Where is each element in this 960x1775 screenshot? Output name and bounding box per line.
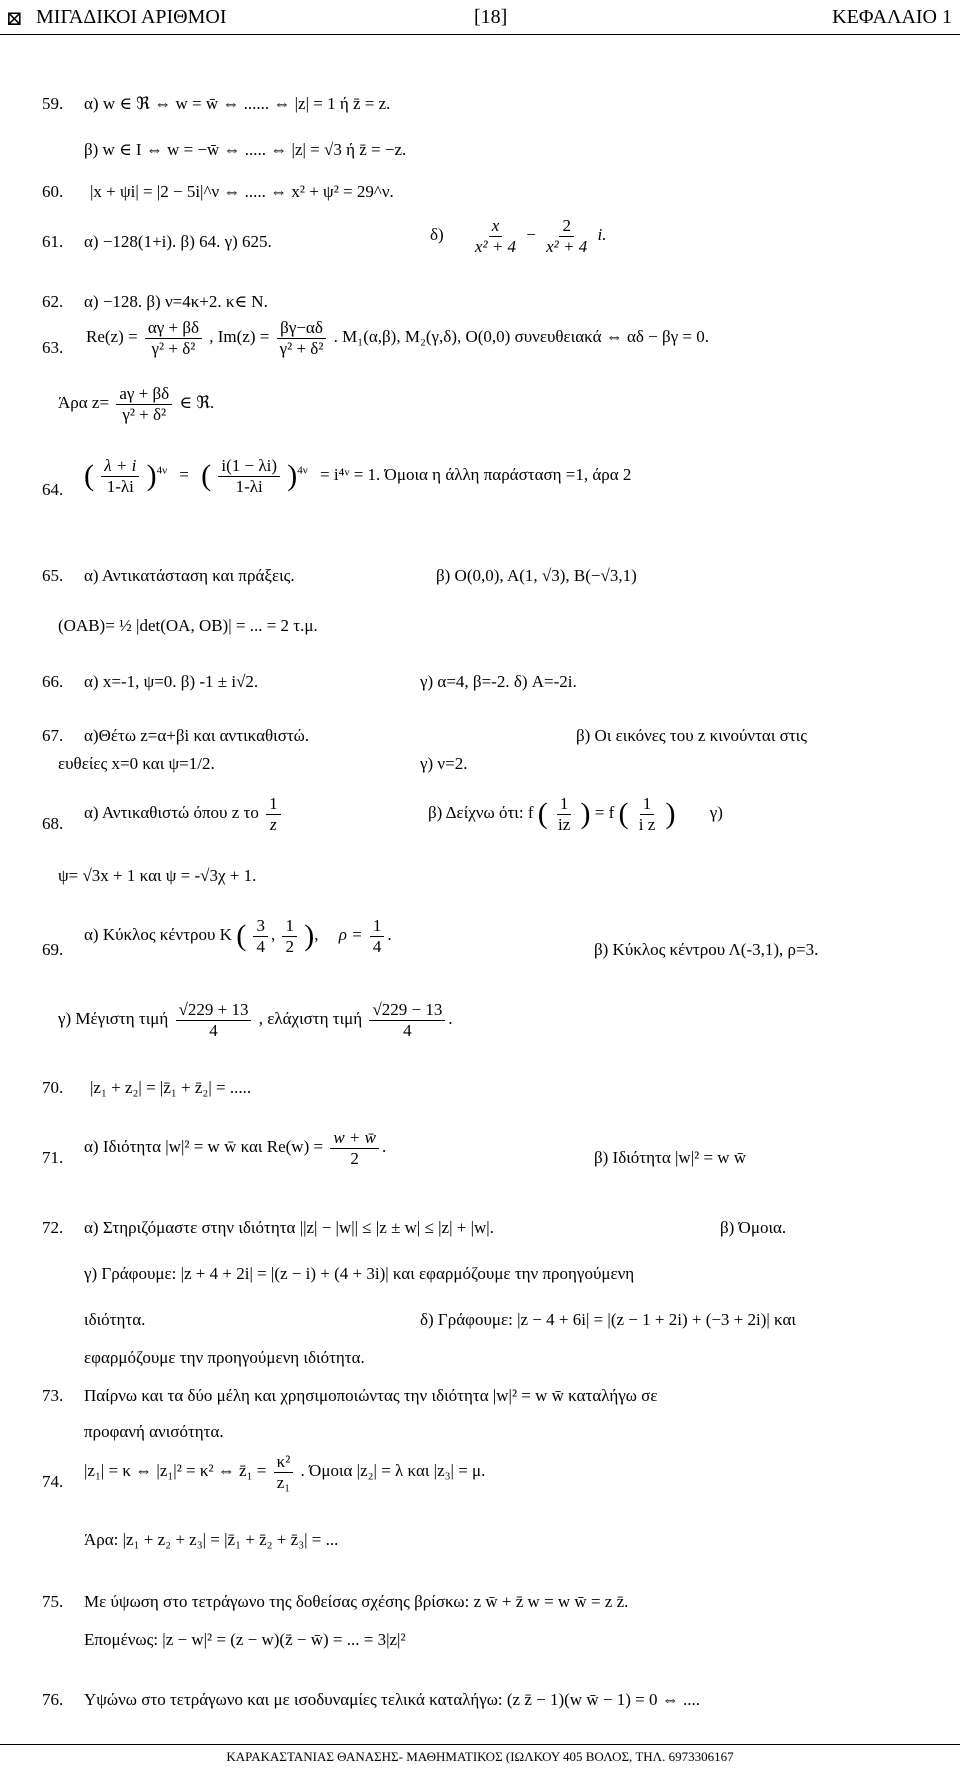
fraction: [330, 1128, 379, 1168]
fraction: [472, 216, 519, 256]
answer-66ab: α) x=-1, ψ=0. β) -1 ± i√2.: [84, 672, 259, 691]
denominator: x² + 4: [546, 236, 588, 256]
right-paren: ): [304, 919, 315, 953]
exponent: 4ν: [297, 464, 308, 477]
answer-65b: β) O(0,0), A(1, √3), B(−√3,1): [436, 566, 637, 585]
item-number-67: 67.: [42, 726, 64, 745]
answer-59a: α) w ∈ ℜ ⇔ w = w̄ ⇔ ...... ⇔ |z| = 1 ή z̄ = z.: [84, 94, 391, 113]
denominator: 1-λi: [235, 476, 263, 496]
answer-69c: γ) Μέγιστη τιμή $\frac{√229 + 13}{4}$ , ελάχιστη τιμή $\frac{√229 - 13}{4}$ .: [58, 1000, 453, 1040]
fraction: [370, 916, 385, 956]
numerator: 1: [370, 916, 385, 937]
numerator: 2: [559, 216, 574, 237]
answer-68a: [84, 794, 284, 834]
part-text: |z₁| = κ ⇔ |z₁|² = κ² ⇔ z̄₁ =: [84, 1460, 267, 1480]
minus-sign: −: [526, 224, 536, 244]
collinear-text: . M₁(α,β), M₂(γ,δ), O(0,0) συνευθειακά ⇔ αδ − βγ = 0.: [333, 326, 709, 346]
fraction: [176, 1000, 252, 1040]
answer-74b: Άρα: |z₁ + z₂ + z₃| = |z̄₁ + z̄₂ + z̄₃| = ...: [84, 1530, 339, 1549]
denominator: 4: [403, 1020, 412, 1040]
answer-76: Υψώνω στο τετράγωνο και με ισοδυναμίες τελικά καταλήγω: (z z̄ − 1)(w w̄ − 1) = 0 ⇔ ....: [84, 1690, 700, 1709]
numerator: i(1 − λi): [218, 456, 280, 477]
right-paren: ): [287, 459, 298, 493]
item-number-70: 70.: [42, 1078, 64, 1097]
answer-67a: α)Θέτω z=α+βi και αντικαθιστώ.: [84, 726, 310, 745]
book-icon: ⊠: [6, 8, 23, 30]
part-label: γ): [709, 802, 723, 822]
item-number-65: 65.: [42, 566, 64, 585]
page-footer: [0, 1744, 960, 1765]
part-text: α) Κύκλος κέντρου K: [84, 924, 232, 944]
numerator: √229 − 13: [369, 1000, 445, 1021]
numerator: 1: [640, 794, 655, 815]
numerator: 1: [557, 794, 572, 815]
answer-68b: [428, 794, 723, 834]
denominator: 2: [350, 1148, 359, 1168]
denominator: 2: [285, 936, 294, 956]
answer-72d-cont: εφαρμόζουμε την προηγούμενη ιδιότητα.: [84, 1348, 365, 1367]
item-number-74: 74.: [42, 1472, 64, 1491]
answer-72c: γ) Γράφουμε: |z + 4 + 2i| = |(z − i) + (4 + 3i)| και εφαρμόζουμε την προηγούμενη: [84, 1264, 635, 1283]
conclusion-text: = i⁴ᵛ = 1. Όμοια η άλλη παράσταση =1, άρα 2: [319, 464, 632, 484]
answer-68c: ψ= √3x + 1 και ψ = -√3χ + 1.: [58, 866, 257, 885]
item-number-63: 63.: [42, 338, 64, 357]
item-number-72: 72.: [42, 1218, 64, 1237]
answer-69a: α) Κύκλος κέντρου K ( $\frac{3}{4}$ , $\frac{1}{2}$ ), ρ = $\frac{1}{4}$ .: [84, 916, 392, 956]
left-paren: (: [201, 459, 212, 493]
fraction: [253, 916, 268, 956]
numerator: w + w̄: [330, 1128, 379, 1149]
equals-f: = f: [594, 802, 615, 822]
item-number-71: 71.: [42, 1148, 64, 1167]
item-number-59: 59.: [42, 94, 64, 113]
numerator: 3: [253, 916, 268, 937]
page-number: [18]: [474, 6, 508, 28]
numerator: √229 + 13: [176, 1000, 252, 1021]
denominator: 4: [372, 936, 382, 956]
fraction: [218, 456, 280, 496]
numerator: αγ + βδ: [145, 318, 202, 339]
answer-59b: β) w ∈ I ⇔ w = −w̄ ⇔ ..... ⇔ |z| = √3 ή z̄ = −z.: [84, 140, 407, 159]
answer-72b: β) Όμοια.: [720, 1218, 787, 1237]
part-label: δ): [430, 224, 444, 244]
answer-69b: β) Κύκλος κέντρου Λ(-3,1), ρ=3.: [594, 940, 819, 959]
numerator: 1: [266, 794, 281, 815]
fraction: [369, 1000, 445, 1040]
answer-63: [86, 318, 709, 358]
fraction: [101, 456, 139, 496]
answer-67c: γ) ν=2.: [420, 754, 468, 773]
numerator: 1: [282, 916, 297, 937]
left-paren: (: [537, 797, 548, 831]
answer-60: |x + ψi| = |2 − 5i|^ν ⇔ ..... ⇔ x² + ψ² = 29^ν.: [90, 182, 394, 201]
answer-67b: β) Οι εικόνες του z κινούνται στις: [576, 726, 807, 745]
right-paren: ): [665, 797, 676, 831]
equals-sign: =: [179, 464, 189, 484]
denominator: x² + 4: [474, 236, 517, 256]
denominator: γ² + δ²: [279, 338, 324, 358]
part-text: , ελάχιστη τιμή: [258, 1008, 363, 1028]
footer-text: ΚΑΡΑΚΑΣΤΑΝΙΑΣ ΘΑΝΑΣΗΣ- ΜΑΘΗΜΑΤΙΚΟΣ (ΙΩΛΚΟΥ 405 ΒΟΛΟΣ, ΤΗΛ. 6973306167: [226, 1749, 734, 1764]
item-number-64: 64.: [42, 480, 64, 499]
answer-65a: α) Αντικατάσταση και πράξεις.: [84, 566, 295, 585]
fraction: [277, 318, 327, 358]
numerator: x: [489, 216, 503, 237]
answer-71b: β) Ιδιότητα |w|² = w w̄: [594, 1148, 747, 1167]
header-title: ΜΙΓΑΔΙΚΟΙ ΑΡΙΘΜΟΙ: [36, 6, 227, 28]
left-paren: (: [618, 797, 629, 831]
fraction: [274, 1452, 294, 1492]
left-paren: (: [84, 459, 94, 493]
re-label: Re(z) =: [86, 326, 138, 346]
im-label: , Im(z) =: [209, 326, 270, 346]
item-number-73: 73.: [42, 1386, 64, 1405]
membership: ∈ ℜ.: [179, 392, 215, 412]
part-text: α) Ιδιότητα |w|² = w w̄ και Re(w) =: [84, 1136, 324, 1156]
part-text: . Όμοια |z₂| = λ και |z₃| = μ.: [300, 1460, 486, 1480]
fraction: [282, 916, 297, 956]
fraction: [555, 794, 573, 834]
fraction: [145, 318, 202, 358]
answer-65-area: (OAB)= ½ |det(OA, OB)| = ... = 2 τ.μ.: [58, 616, 318, 635]
item-number-61: 61.: [42, 232, 64, 251]
denominator: z: [270, 814, 277, 834]
answer-64: [84, 456, 631, 496]
denominator: γ² + δ²: [122, 404, 167, 424]
part-text: γ) Μέγιστη τιμή: [58, 1008, 169, 1028]
answer-67b-cont: ευθείες x=0 και ψ=1/2.: [58, 754, 215, 773]
answer-72c-cont: ιδιότητα.: [84, 1310, 146, 1329]
answer-72a: α) Στηριζόμαστε στην ιδιότητα ||z| − |w|| ≤ |z ± w| ≤ |z| + |w|.: [84, 1218, 494, 1237]
exponent: 4ν: [156, 464, 168, 477]
denominator: z₁: [276, 1472, 291, 1492]
left-paren: (: [236, 919, 247, 953]
item-number-62: 62.: [42, 292, 64, 311]
fraction: [116, 384, 172, 424]
part-text: β) Δείχνω ότι: f: [428, 802, 534, 822]
chapter-label: ΚΕΦΑΛΑΙΟ 1: [832, 6, 952, 28]
answer-74a: [84, 1452, 485, 1492]
answer-62: α) −128. β) ν=4κ+2. κ∈ N.: [84, 292, 268, 311]
denominator: γ² + δ²: [151, 338, 196, 358]
imag-unit: i.: [597, 224, 607, 244]
numerator: λ + i: [101, 456, 139, 477]
item-number-60: 60.: [42, 182, 64, 201]
numerator: κ²: [274, 1452, 294, 1473]
part-text: α) Αντικαθιστώ όπου z το: [84, 802, 259, 822]
answer-73b: προφανή ανισότητα.: [84, 1422, 224, 1441]
answer-61abc: α) −128(1+i). β) 64. γ) 625.: [84, 232, 272, 251]
fraction: [266, 794, 281, 834]
denominator: iz: [557, 814, 571, 834]
answer-70: |z₁ + z₂| = |z̄₁ + z̄₂| = .....: [90, 1078, 252, 1097]
denominator: i z: [638, 814, 656, 834]
item-number-66: 66.: [42, 672, 64, 691]
fraction: [636, 794, 659, 834]
answer-75a: Με ύψωση στο τετράγωνο της δοθείσας σχέσης βρίσκω: z w̄ + z̄ w = w w̄ = z z̄.: [84, 1592, 629, 1611]
right-paren: ): [146, 459, 157, 493]
ara-label: Άρα z=: [58, 392, 110, 412]
item-number-68: 68.: [42, 814, 64, 833]
denominator: 1-λi: [106, 476, 134, 496]
answer-61d: [430, 216, 607, 256]
answer-66cd: γ) α=4, β=-2. δ) A=-2i.: [420, 672, 577, 691]
answer-72d: δ) Γράφουμε: |z − 4 + 6i| = |(z − 1 + 2i) + (−3 + 2i)| και: [420, 1310, 796, 1329]
answer-63-conclusion: [58, 384, 214, 424]
fraction: [543, 216, 590, 256]
numerator: aγ + βδ: [116, 384, 172, 405]
answer-73a: Παίρνω και τα δύο μέλη και χρησιμοποιώντας την ιδιότητα |w|² = w w̄ καταλήγω σε: [84, 1386, 658, 1405]
item-number-75: 75.: [42, 1592, 64, 1611]
answer-71a: α) Ιδιότητα |w|² = w w̄ και Re(w) = $\frac{w + w̄}{2}$ .: [84, 1128, 387, 1168]
item-number-76: 76.: [42, 1690, 64, 1709]
right-paren: ): [580, 797, 591, 831]
numerator: βγ−αδ: [277, 318, 326, 339]
denominator: 4: [209, 1020, 218, 1040]
denominator: 4: [256, 936, 265, 956]
radius-label: ρ =: [338, 924, 363, 944]
answer-75b: Επομένως: |z − w|² = (z − w)(z̄ − w̄) = ... = 3|z|²: [84, 1630, 406, 1649]
page-header: [0, 0, 960, 35]
item-number-69: 69.: [42, 940, 64, 959]
